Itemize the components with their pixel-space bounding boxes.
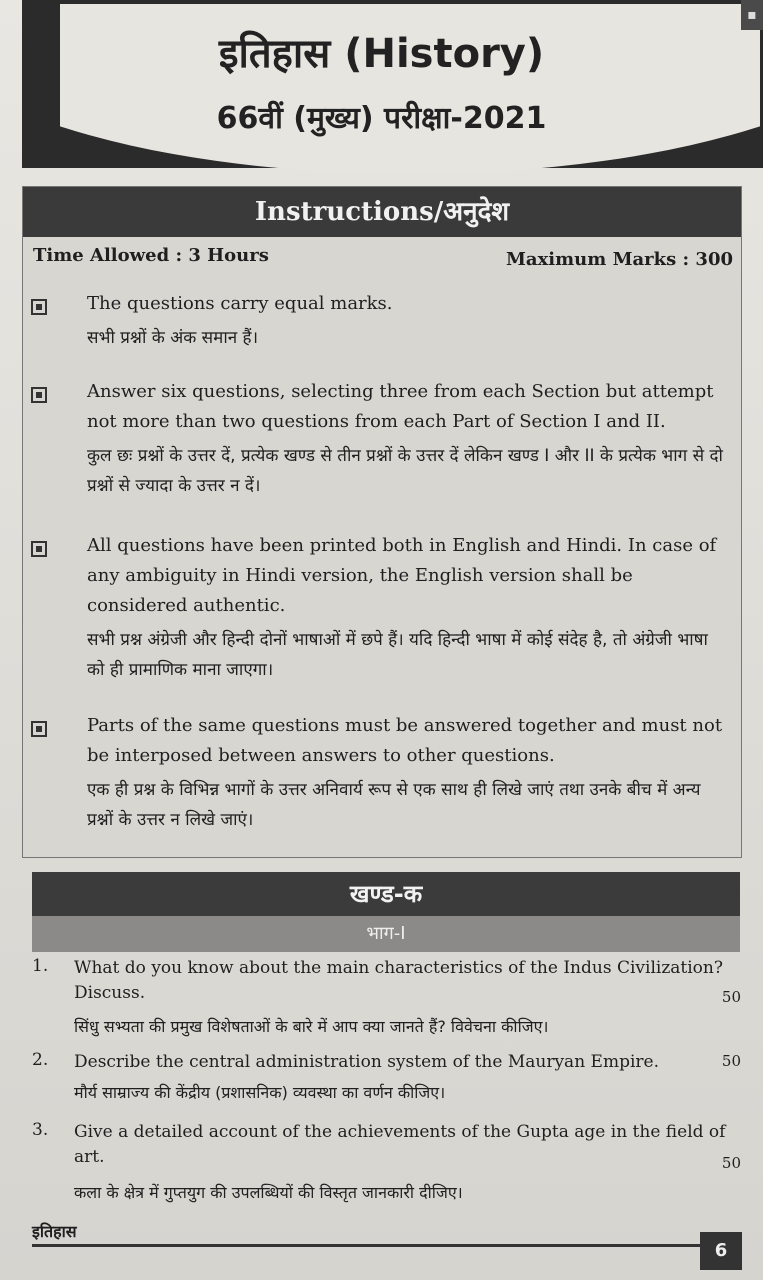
question-hi: सिंधु सभ्यता की प्रमुख विशेषताओं के बारे में आप क्या जानते हैं? विवेचना कीजिए। <box>74 1017 549 1036</box>
question-marks: 50 <box>721 1052 741 1070</box>
corner-tab-icon: ▪ <box>741 0 763 30</box>
instruction-hi: सभी प्रश्नों के अंक समान हैं। <box>87 328 259 348</box>
instructions-box <box>22 186 742 858</box>
question-en: Describe the central administration system of the Mauryan Empire. <box>74 1052 659 1072</box>
question-number: 1. <box>32 956 49 976</box>
instruction-en: Answer six questions, selecting three from each Section but attempt not more than two questions from each Part of Section I and II. <box>87 381 714 432</box>
footer-divider <box>32 1244 722 1247</box>
instruction-en: The questions carry equal marks. <box>87 293 393 314</box>
square-bullet-icon <box>31 541 47 557</box>
instructions-heading: Instructions/अनुदेश <box>23 187 741 237</box>
maximum-marks: Maximum Marks : 300 <box>505 249 733 270</box>
part-heading: भाग-I <box>32 916 740 952</box>
question-hi: मौर्य साम्राज्य की केंद्रीय (प्रशासनिक) व्यवस्था का वर्णन कीजिए। <box>74 1083 446 1102</box>
instruction-en: All questions have been printed both in English and Hindi. In case of any ambiguity in Hindi version, the English version shall be considered authentic. <box>87 535 717 616</box>
question-marks: 50 <box>721 1154 741 1172</box>
instruction-hi: सभी प्रश्न अंग्रेजी और हिन्दी दोनों भाषाओं में छपे हैं। यदि हिन्दी भाषा में कोई संदेह है, तो अंग्रेजी भाषा को ही प्रामाणिक माना जाएगा। <box>87 630 708 680</box>
square-bullet-icon <box>31 387 47 403</box>
question-number: 3. <box>32 1120 49 1140</box>
instruction-hi: एक ही प्रश्न के विभिन्न भागों के उत्तर अनिवार्य रूप से एक साथ ही लिखे जाएं तथा उनके बीच में अन्य प्रश्नों के उत्तर न लिखे जाएं। <box>87 780 701 830</box>
page-number: 6 <box>700 1232 742 1270</box>
time-allowed: Time Allowed : 3 Hours <box>33 245 269 266</box>
question-en: What do you know about the main characteristics of the Indus Civilization? Discuss. <box>74 958 723 1003</box>
square-bullet-icon <box>31 299 47 315</box>
question-en: Give a detailed account of the achievements of the Gupta age in the field of art. <box>74 1122 726 1167</box>
square-bullet-icon <box>31 721 47 737</box>
question-number: 2. <box>32 1050 49 1070</box>
page-title: इतिहास (History) <box>218 31 545 77</box>
question-marks: 50 <box>721 988 741 1006</box>
exam-meta <box>23 237 741 281</box>
section-heading: खण्ड-क <box>32 872 740 916</box>
footer-subject-label: इतिहास <box>32 1222 77 1241</box>
instruction-hi: कुल छः प्रश्नों के उत्तर दें, प्रत्येक खण्ड से तीन प्रश्नों के उत्तर दें लेकिन खण्ड I और II के प्रत्येक भाग से दो प्रश्नों से ज्यादा के उत्तर न दें। <box>87 446 723 496</box>
question-hi: कला के क्षेत्र में गुप्तयुग की उपलब्धियों की विस्तृत जानकारी दीजिए। <box>74 1183 463 1202</box>
exam-subtitle: 66वीं (मुख्य) परीक्षा-2021 <box>216 101 547 136</box>
instruction-en: Parts of the same questions must be answered together and must not be interposed between answers to other questions. <box>87 715 723 766</box>
